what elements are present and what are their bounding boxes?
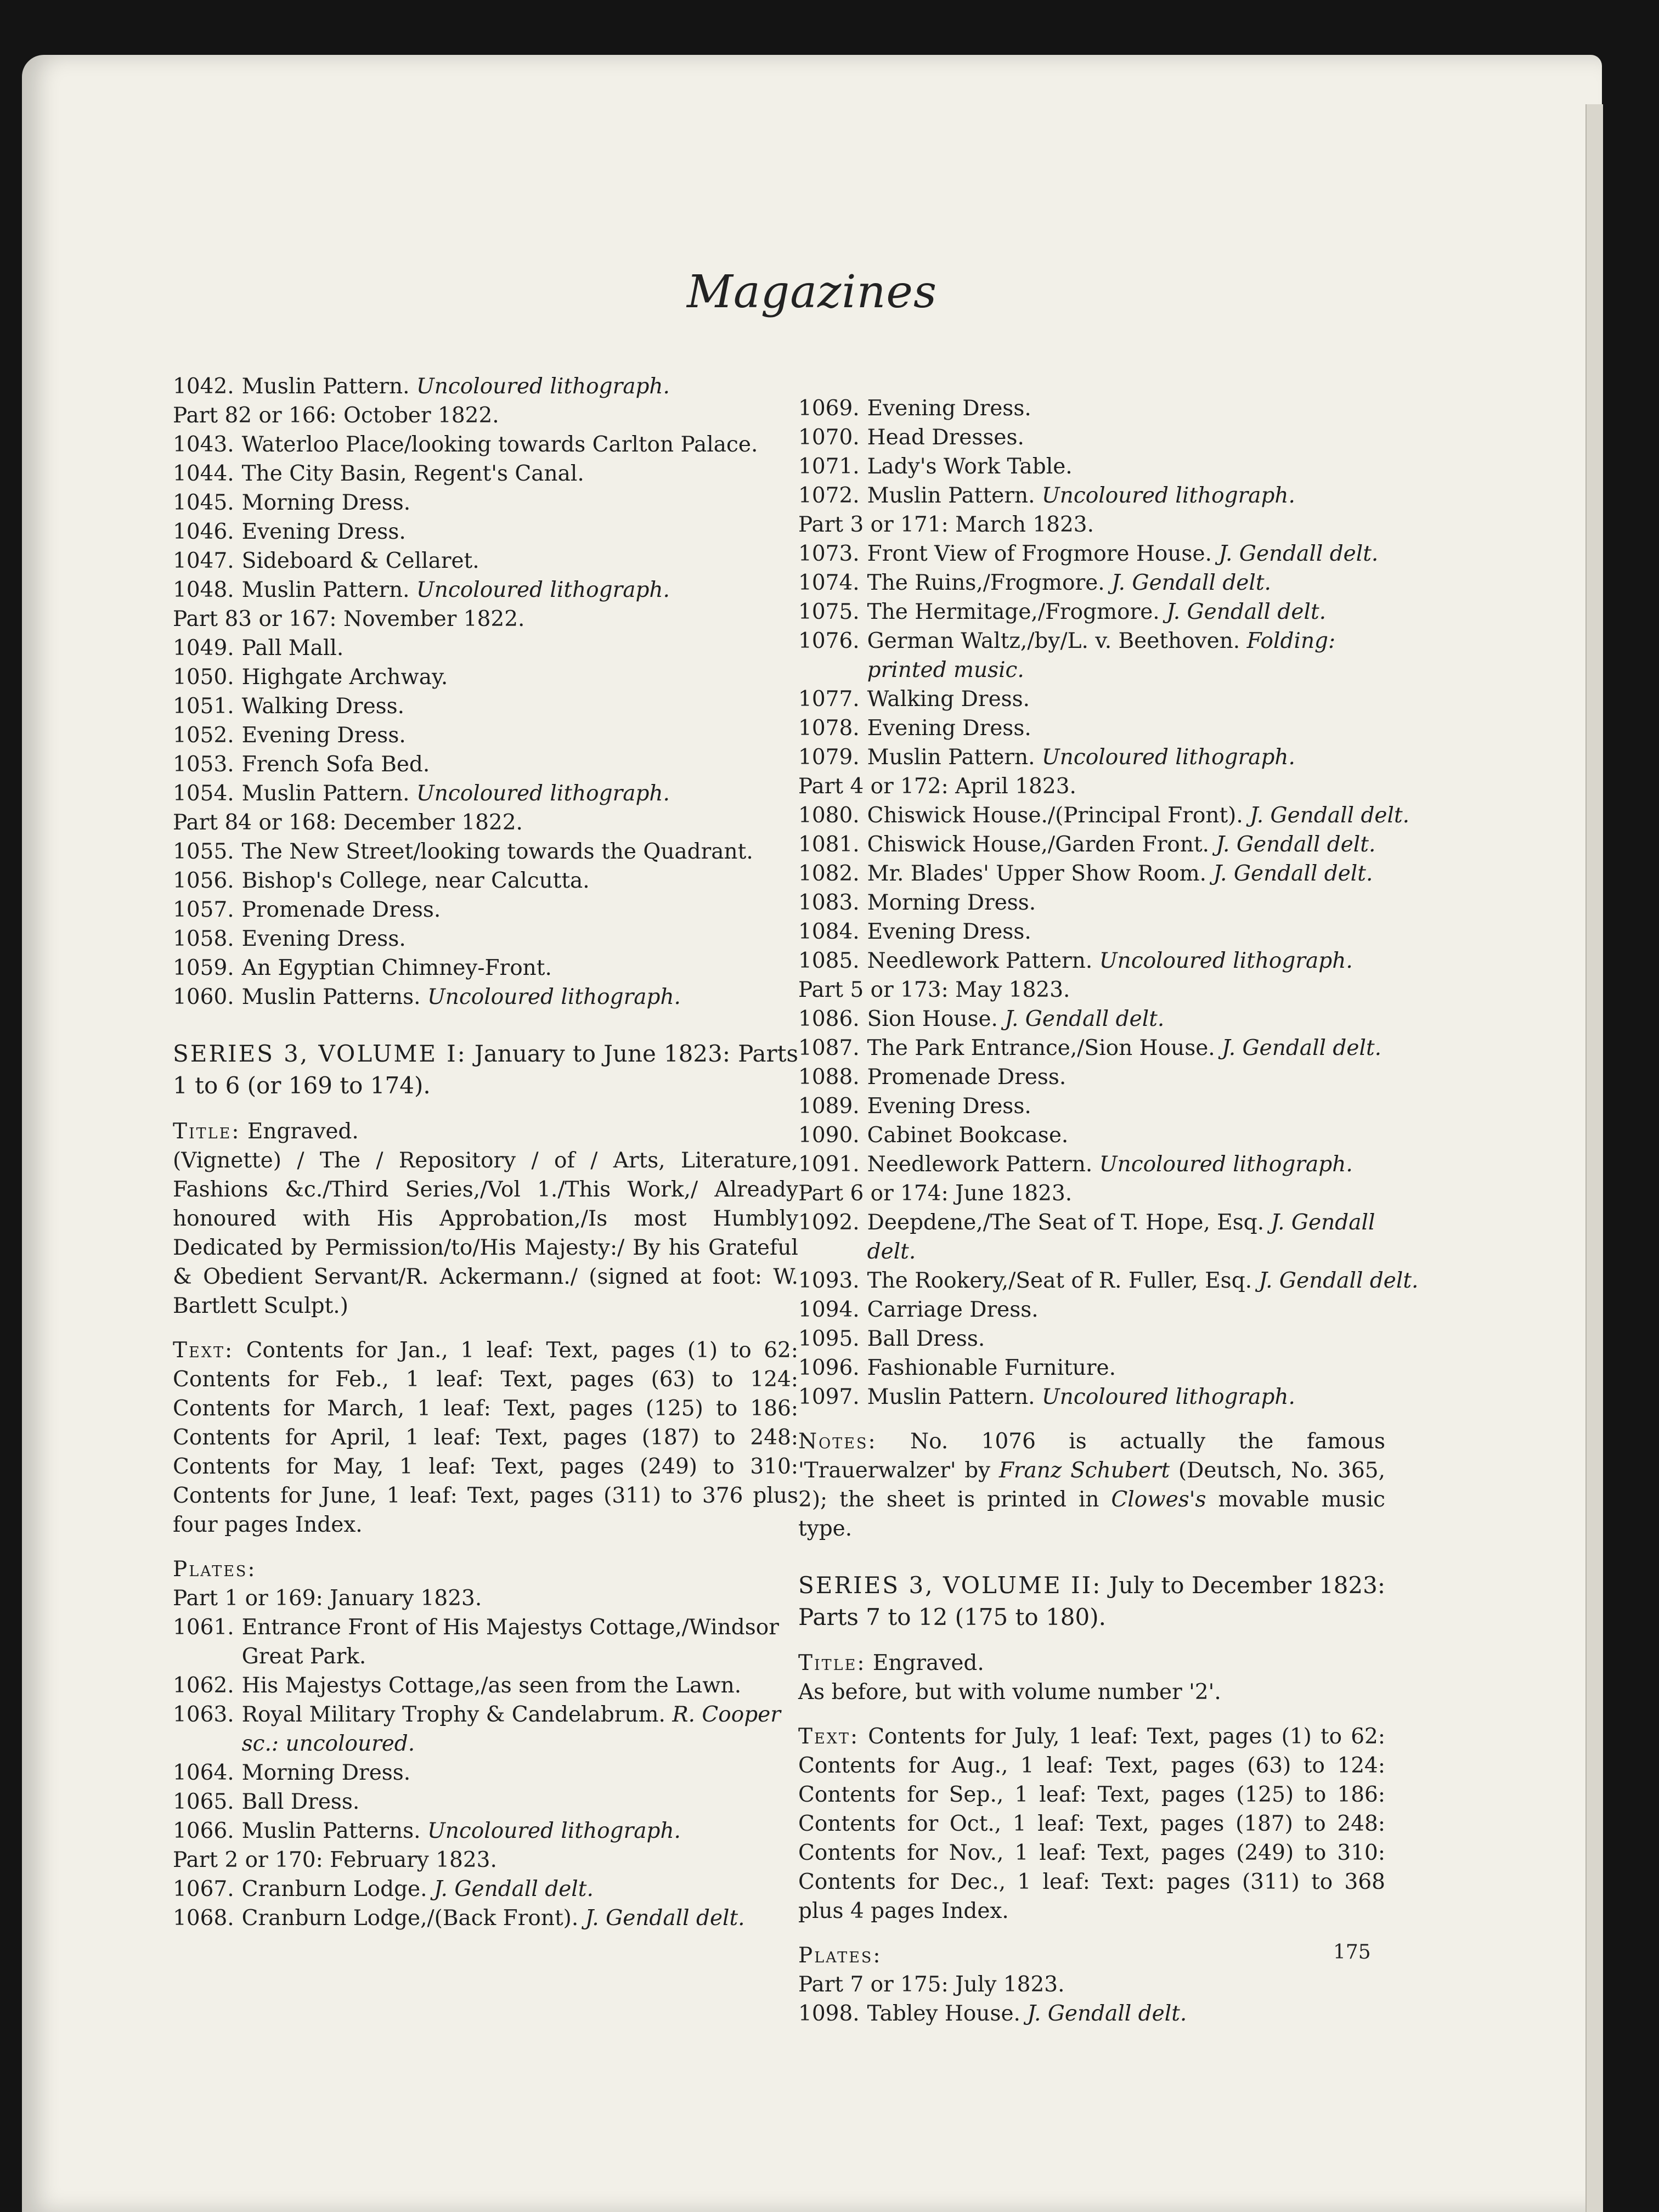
plate-entry: [798, 597, 1385, 627]
plate-entry: [798, 1150, 1385, 1179]
text-section-vol1: Text: Contents for Jan., 1 leaf: Text, pages (1) to 62: Contents for Feb., 1 leaf: Text, pages (63) to 124: Contents for March, 1 leaf: Text, pages (125) to 186: Contents for April, 1 leaf: Text, pages (187) to 248: Contents for May, 1 leaf: Text, pages (249) to 310: Contents for June, 1 leaf: Text, pages (311) to 376 plus four pages Index.: [173, 1338, 798, 1537]
plate-note: J. Gendall delt.: [1259, 1268, 1419, 1293]
plate-entry: [798, 1208, 1385, 1266]
plate-entry: [173, 895, 798, 924]
part-heading: Part 7 or 175: July 1823.: [798, 1972, 1065, 1997]
plate-number: 1048.: [173, 578, 234, 602]
left-column: [173, 372, 798, 1933]
page-title: Magazines: [686, 266, 938, 318]
plate-number: 1060.: [173, 985, 234, 1009]
plate-entry: [173, 1904, 798, 1933]
plate-entry: [173, 1613, 798, 1671]
plate-entry: [173, 1758, 798, 1787]
plates-label-vol2: Plates:: [798, 1943, 882, 1968]
plate-note: Uncoloured lithograph.: [416, 781, 670, 806]
plate-note: J. Gendall delt.: [1218, 541, 1379, 566]
plate-entry: [798, 917, 1385, 946]
plate-title: Promenade Dress.: [241, 898, 441, 922]
plate-title: Cranburn Lodge,/(Back Front).: [241, 1906, 579, 1931]
plate-entry: [798, 452, 1385, 481]
part-heading: Part 82 or 166: October 1822.: [173, 403, 499, 428]
plate-title: Mr. Blades' Upper Show Room.: [867, 861, 1207, 886]
plate-note: Uncoloured lithograph.: [416, 578, 670, 602]
plate-title: Sion House.: [867, 1007, 998, 1031]
plate-entry: [173, 1700, 798, 1758]
plate-entry: [798, 743, 1385, 772]
plate-number: 1092.: [798, 1210, 860, 1235]
plate-note: Uncoloured lithograph.: [1041, 745, 1295, 770]
plate-number: 1059.: [173, 956, 234, 980]
plate-title: Evening Dress.: [241, 520, 406, 544]
part-heading: Part 5 or 173: May 1823.: [798, 978, 1070, 1002]
plate-number: 1067.: [173, 1877, 234, 1901]
plate-title: Evening Dress.: [241, 723, 406, 748]
plate-entry: [798, 801, 1410, 830]
title-line-vol2: Title: Engraved.: [798, 1651, 984, 1675]
plate-number: 1058.: [173, 927, 234, 951]
title-line-vol1: Title: Engraved.: [173, 1119, 359, 1144]
page-number: 175: [1333, 1941, 1371, 1963]
part-heading: Part 84 or 168: December 1822.: [173, 810, 523, 835]
plate-entry: [173, 779, 798, 808]
plate-title: The Ruins,/Frogmore.: [867, 571, 1105, 595]
plate-title: Cranburn Lodge.: [241, 1877, 427, 1901]
plate-title: Carriage Dress.: [867, 1297, 1039, 1322]
plate-number: 1068.: [173, 1906, 234, 1931]
plate-number: 1089.: [798, 1094, 860, 1119]
plate-title: French Sofa Bed.: [241, 752, 430, 777]
plate-title: Muslin Pattern.: [241, 781, 410, 806]
plate-number: 1079.: [798, 745, 860, 770]
plate-title: Muslin Patterns.: [241, 1819, 421, 1843]
plate-title: Cabinet Bookcase.: [867, 1123, 1069, 1148]
plate-entry: [173, 459, 798, 488]
plate-note: J. Gendall delt.: [1213, 861, 1373, 886]
series-heading-vol2: SERIES 3, VOLUME II: July to December 1823: Parts 7 to 12 (175 to 180).: [798, 1572, 1385, 1630]
plate-entry: [173, 750, 798, 779]
plate-number: 1091.: [798, 1152, 860, 1177]
plate-title: Muslin Pattern.: [867, 1385, 1035, 1409]
plate-entry: [798, 1266, 1419, 1295]
plate-number: 1052.: [173, 723, 234, 748]
plate-entry: [173, 837, 798, 866]
plate-entry: [798, 627, 1385, 685]
plate-entry: [173, 1875, 798, 1904]
part-heading: Part 1 or 169: January 1823.: [173, 1586, 482, 1611]
plate-number: 1071.: [798, 454, 860, 479]
plate-entry: [798, 1999, 1385, 2028]
plate-number: 1062.: [173, 1673, 234, 1698]
plate-title: The Rookery,/Seat of R. Fuller, Esq.: [867, 1268, 1252, 1293]
plate-title: Promenade Dress.: [867, 1065, 1066, 1090]
plate-number: 1095.: [798, 1327, 860, 1351]
plate-entry: [798, 423, 1385, 452]
plate-note: J. Gendall delt.: [1166, 600, 1327, 624]
right-entries-b: [798, 1970, 1385, 2028]
plate-entry: [173, 663, 798, 692]
plate-entry: [798, 1295, 1385, 1324]
plate-entry: [798, 714, 1385, 743]
plate-number: 1045.: [173, 490, 234, 515]
plate-entry: [798, 394, 1385, 423]
plate-entry: [173, 1671, 798, 1700]
plate-note: J. Gendall delt.: [1111, 571, 1271, 595]
title-body-vol2: As before, but with volume number '2'.: [798, 1680, 1221, 1705]
plate-entry: [173, 517, 798, 546]
plate-number: 1047.: [173, 549, 234, 573]
plate-note: J. Gendall delt.: [1222, 1036, 1382, 1060]
right-entries-a: [798, 394, 1419, 1412]
plate-note: J. Gendall delt.: [1250, 803, 1410, 828]
part-heading: Part 2 or 170: February 1823.: [173, 1848, 497, 1872]
right-column: [798, 394, 1419, 2028]
plate-entry: [798, 1034, 1385, 1063]
plate-note: Uncoloured lithograph.: [1099, 949, 1353, 973]
plate-title: Muslin Pattern.: [867, 745, 1035, 770]
plate-note: J. Gendall delt.: [1216, 832, 1376, 857]
plate-note: Uncoloured lithograph.: [1041, 483, 1295, 508]
plate-entry: [173, 430, 798, 459]
plate-title: Muslin Pattern.: [867, 483, 1035, 508]
plate-title: Needlework Pattern.: [867, 1152, 1093, 1177]
plates-label-vol1: Plates:: [173, 1557, 257, 1582]
plate-number: 1090.: [798, 1123, 860, 1148]
plate-number: 1053.: [173, 752, 234, 777]
plate-entry: [798, 1063, 1385, 1092]
plate-entry: [173, 546, 798, 575]
notes-section: Notes: No. 1076 is actually the famous 'Trauerwalzer' by Franz Schubert (Deutsch, No. 365, 2); the sheet is printed in Clowes's movable music type.: [798, 1429, 1386, 1541]
part-heading: Part 3 or 171: March 1823.: [798, 512, 1094, 537]
plate-title: Deepdene,/The Seat of T. Hope, Esq.: [867, 1210, 1265, 1235]
plate-number: 1083.: [798, 890, 860, 915]
plate-note: J. Gendall delt.: [1005, 1007, 1165, 1031]
plate-entry: [798, 1121, 1385, 1150]
plate-entry: [173, 721, 798, 750]
plate-title: Muslin Pattern.: [241, 578, 410, 602]
plate-title: Muslin Pattern.: [241, 374, 410, 399]
plate-title: Evening Dress.: [867, 919, 1031, 944]
plate-number: 1063.: [173, 1702, 234, 1727]
plate-number: 1043.: [173, 432, 234, 457]
plate-title: The New Street/looking towards the Quadrant.: [241, 839, 753, 864]
plate-number: 1049.: [173, 636, 234, 661]
plate-note: Uncoloured lithograph.: [427, 985, 681, 1009]
plate-number: 1054.: [173, 781, 234, 806]
plate-number: 1084.: [798, 919, 860, 944]
text-section-vol2: Text: Contents for July, 1 leaf: Text, pages (1) to 62: Contents for Aug., 1 leaf: Text, pages (63) to 124: Contents for Sep., 1 leaf: Text, pages (125) to 186: Contents for Oct., 1 leaf: Text, pages (187) to 248: Contents for Nov., 1 leaf: Text, pages (249) to 310: Contents for Dec., 1 leaf: Text: pages (311) to 368 plus 4 pages Index.: [798, 1724, 1386, 1923]
plate-title: The Park Entrance,/Sion House.: [867, 1036, 1215, 1060]
plate-entry: [173, 634, 798, 663]
plate-number: 1078.: [798, 716, 860, 741]
plate-number: 1082.: [798, 861, 860, 886]
plate-number: 1081.: [798, 832, 860, 857]
plate-number: 1050.: [173, 665, 234, 690]
plate-title: Bishop's College, near Calcutta.: [241, 868, 590, 893]
plate-number: 1044.: [173, 461, 234, 486]
plate-entry: [173, 953, 798, 983]
plate-entry: [173, 692, 798, 721]
plate-number: 1085.: [798, 949, 860, 973]
part-heading: Part 6 or 174: June 1823.: [798, 1181, 1073, 1206]
left-entries-b: [173, 1584, 798, 1933]
plate-note: Uncoloured lithograph.: [427, 1819, 681, 1843]
plate-number: 1077.: [798, 687, 860, 712]
plate-title: Sideboard & Cellaret.: [241, 549, 479, 573]
plate-number: 1074.: [798, 571, 860, 595]
plate-title: Pall Mall.: [241, 636, 344, 661]
plate-note: Uncoloured lithograph.: [1099, 1152, 1353, 1177]
plate-note: J. Gendall delt.: [585, 1906, 745, 1931]
plate-title: Muslin Patterns.: [241, 985, 421, 1009]
series-heading-vol1: SERIES 3, VOLUME I: January to June 1823: Parts 1 to 6 (or 169 to 174).: [173, 1040, 798, 1099]
plate-number: 1061.: [173, 1615, 234, 1640]
page-edge: [1585, 104, 1603, 2212]
plate-title: Royal Military Trophy & Candelabrum.: [241, 1702, 665, 1727]
plate-number: 1070.: [798, 425, 860, 450]
plate-note: Uncoloured lithograph.: [1041, 1385, 1295, 1409]
plate-number: 1064.: [173, 1760, 234, 1785]
left-entries-a: [173, 372, 798, 1012]
plate-entry: [798, 539, 1385, 568]
plate-title: Evening Dress.: [867, 396, 1031, 421]
plate-number: 1072.: [798, 483, 860, 508]
plate-note: R. Cooper sc.: uncoloured.: [241, 1702, 781, 1756]
plate-title: Entrance Front of His Majestys Cottage,/Windsor Great Park.: [241, 1615, 779, 1669]
plate-title: The Hermitage,/Frogmore.: [867, 600, 1160, 624]
plate-title: Morning Dress.: [241, 1760, 411, 1785]
plate-number: 1094.: [798, 1297, 860, 1322]
part-heading: Part 4 or 172: April 1823.: [798, 774, 1076, 799]
plate-title: Evening Dress.: [867, 716, 1031, 741]
plate-number: 1051.: [173, 694, 234, 719]
plate-entry: [173, 983, 798, 1012]
plate-note: J. Gendall delt.: [867, 1210, 1375, 1264]
plate-note: J. Gendall delt.: [1027, 2001, 1187, 2026]
plate-number: 1056.: [173, 868, 234, 893]
plate-entry: [173, 1787, 798, 1816]
plate-number: 1093.: [798, 1268, 860, 1293]
plate-number: 1073.: [798, 541, 860, 566]
plate-title: Highgate Archway.: [241, 665, 448, 690]
plate-entry: [798, 859, 1385, 888]
plate-title: Evening Dress.: [241, 927, 406, 951]
plate-note: Folding: printed music.: [867, 629, 1336, 682]
plate-entry: [173, 1816, 798, 1846]
plate-title: An Egyptian Chimney-Front.: [241, 956, 552, 980]
plate-entry: [798, 481, 1385, 510]
plate-entry: [798, 1383, 1385, 1412]
plate-number: 1097.: [798, 1385, 860, 1409]
plate-entry: [798, 1353, 1385, 1383]
title-body-vol1: (Vignette) / The / Repository / of / Arts, Literature, Fashions &c./Third Series,/Vol 1./This Work,/ Already honoured with His Approbation,/Is most Humbly Dedicated by Permission/to/His Majesty:/ By his Grateful & Obedient Servant/R. Ackermann./ (signed at foot: W. Bartlett Sculpt.): [173, 1148, 798, 1318]
plate-title: Morning Dress.: [241, 490, 411, 515]
plate-number: 1087.: [798, 1036, 860, 1060]
plate-number: 1076.: [798, 629, 860, 653]
plate-entry: [173, 488, 798, 517]
plate-entry: [173, 866, 798, 895]
plate-title: Front View of Frogmore House.: [867, 541, 1212, 566]
plate-number: 1075.: [798, 600, 860, 624]
plate-number: 1057.: [173, 898, 234, 922]
plate-title: Walking Dress.: [867, 687, 1030, 712]
plate-entry: [798, 568, 1385, 597]
plate-title: Needlework Pattern.: [867, 949, 1093, 973]
book-page: [22, 55, 1602, 2212]
plate-note: Uncoloured lithograph.: [416, 374, 670, 399]
plate-number: 1069.: [798, 396, 860, 421]
plate-note: J. Gendall delt.: [433, 1877, 594, 1901]
plate-entry: [798, 830, 1385, 859]
plate-number: 1046.: [173, 520, 234, 544]
plate-title: Ball Dress.: [241, 1790, 360, 1814]
plate-entry: [798, 685, 1385, 714]
plate-title: Chiswick House./(Principal Front).: [867, 803, 1243, 828]
plate-number: 1086.: [798, 1007, 860, 1031]
plate-title: The City Basin, Regent's Canal.: [241, 461, 584, 486]
plate-title: Walking Dress.: [241, 694, 405, 719]
plate-title: Fashionable Furniture.: [867, 1356, 1116, 1380]
plate-title: Waterloo Place/looking towards Carlton Palace.: [241, 432, 758, 457]
plate-number: 1066.: [173, 1819, 234, 1843]
plate-title: Morning Dress.: [867, 890, 1036, 915]
plate-number: 1055.: [173, 839, 234, 864]
plate-title: German Waltz,/by/L. v. Beethoven.: [867, 629, 1240, 653]
plate-entry: [798, 1005, 1385, 1034]
plate-entry: [173, 372, 798, 401]
plate-number: 1042.: [173, 374, 234, 399]
plate-title: Chiswick House,/Garden Front.: [867, 832, 1210, 857]
plate-entry: [798, 1324, 1385, 1353]
plate-number: 1098.: [798, 2001, 860, 2026]
plate-title: Lady's Work Table.: [867, 454, 1073, 479]
part-heading: Part 83 or 167: November 1822.: [173, 607, 525, 631]
plate-entry: [173, 924, 798, 953]
plate-title: Ball Dress.: [867, 1327, 985, 1351]
plate-entry: [798, 1092, 1385, 1121]
plate-title: Evening Dress.: [867, 1094, 1031, 1119]
plate-number: 1080.: [798, 803, 860, 828]
plate-number: 1065.: [173, 1790, 234, 1814]
plate-title: Tabley House.: [867, 2001, 1020, 2026]
plate-title: His Majestys Cottage,/as seen from the Lawn.: [241, 1673, 742, 1698]
plate-title: Head Dresses.: [867, 425, 1024, 450]
plate-entry: [798, 946, 1385, 975]
plate-number: 1088.: [798, 1065, 860, 1090]
plate-entry: [798, 888, 1385, 917]
plate-number: 1096.: [798, 1356, 860, 1380]
plate-entry: [173, 575, 798, 605]
